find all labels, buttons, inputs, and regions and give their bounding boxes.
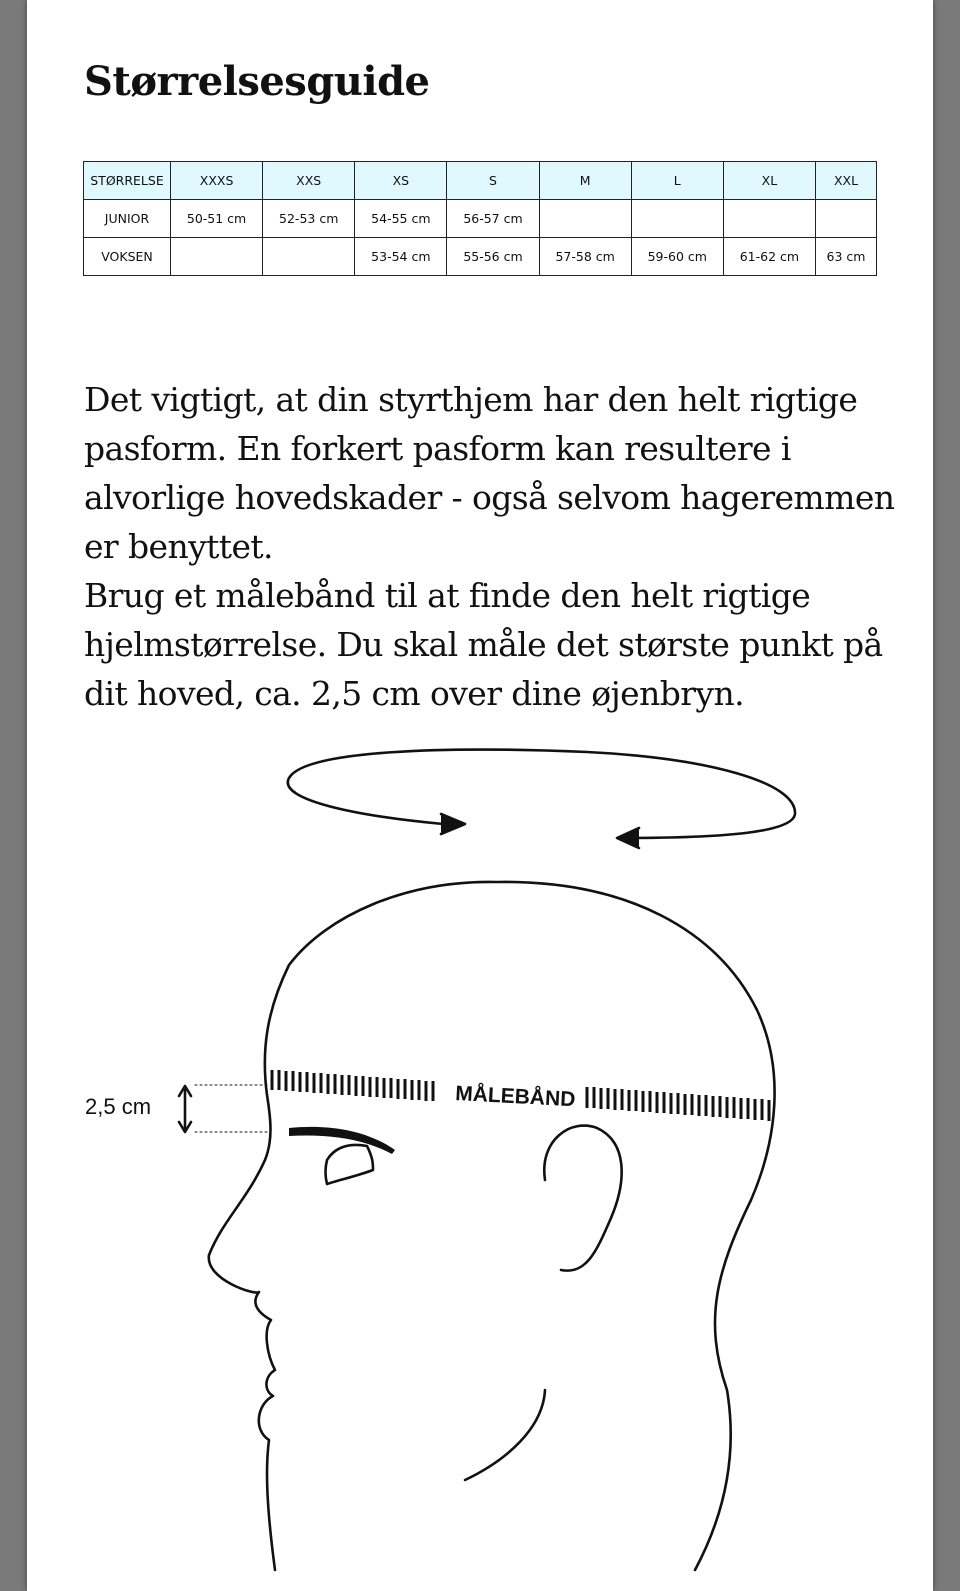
size-header-cell: XXXS [171, 162, 263, 200]
tape-left-icon [272, 1070, 433, 1101]
size-table-header-label: STØRRELSE [84, 162, 171, 200]
size-header-cell: XXS [263, 162, 355, 200]
head-measurement-illustration [27, 740, 933, 1591]
page-sheet [27, 0, 933, 1591]
size-header-cell: L [631, 162, 723, 200]
size-header-cell: M [539, 162, 631, 200]
size-cell: 54-55 cm [355, 200, 447, 238]
size-cell: 52-53 cm [263, 200, 355, 238]
size-cell [263, 238, 355, 276]
size-cell: 53-54 cm [355, 238, 447, 276]
size-table [83, 161, 877, 276]
page-title: Størrelsesguide [84, 58, 430, 105]
size-cell [815, 200, 876, 238]
size-cell: 61-62 cm [723, 238, 815, 276]
ear-icon [544, 1126, 621, 1271]
size-cell: 63 cm [815, 238, 876, 276]
size-table-header-row [84, 162, 877, 200]
size-cell: 57-58 cm [539, 238, 631, 276]
size-header-cell: XL [723, 162, 815, 200]
size-cell: 59-60 cm [631, 238, 723, 276]
eye-icon [326, 1145, 374, 1184]
size-header-cell: S [447, 162, 539, 200]
tape-right-icon [587, 1087, 769, 1121]
size-cell: 55-56 cm [447, 238, 539, 276]
arrowhead-right-icon [441, 814, 465, 834]
paragraph-fit-warning: Det vigtigt, at din styrthjem har den helt rigtige pasform. En forkert pasform kan resultere i alvorlige hovedskader - også selvom hageremmen er benyttet. [84, 380, 895, 566]
size-cell: 50-51 cm [171, 200, 263, 238]
size-cell: 56-57 cm [447, 200, 539, 238]
row-label-junior: JUNIOR [84, 200, 171, 238]
measurement-label: 2,5 cm [85, 1094, 152, 1119]
size-cell [539, 200, 631, 238]
eyebrow-icon [289, 1127, 395, 1154]
size-cell [171, 238, 263, 276]
head-outline-icon [209, 882, 775, 1570]
row-label-voksen: VOKSEN [84, 238, 171, 276]
tape-label: MÅLEBÅND [454, 1082, 576, 1112]
arrowhead-left-icon [617, 828, 639, 848]
size-table-row-voksen [84, 238, 877, 276]
size-table-row-junior [84, 200, 877, 238]
jaw-line-icon [465, 1390, 545, 1480]
paragraph-measure-instructions: Brug et målebånd til at finde den helt rigtige hjelmstørrelse. Du skal måle det største punkt på dit hoved, ca. 2,5 cm over dine øjenbryn. [84, 576, 883, 713]
size-cell [723, 200, 815, 238]
rotation-arrow-icon [288, 750, 795, 838]
size-header-cell: XXL [815, 162, 876, 200]
body-text [84, 375, 904, 718]
size-header-cell: XS [355, 162, 447, 200]
size-cell [631, 200, 723, 238]
